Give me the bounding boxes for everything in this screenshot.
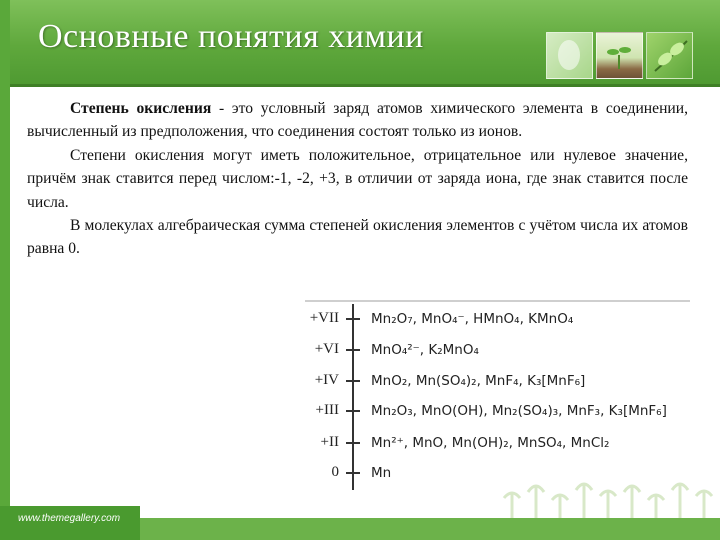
definition-paragraph: [27, 97, 688, 144]
leaves-icon: [647, 33, 692, 78]
footer-url: www.themegallery.com: [18, 513, 121, 524]
axis-tick: [346, 380, 360, 382]
axis-tick: [346, 349, 360, 351]
body-text: [27, 97, 688, 261]
footer-bar: [140, 518, 720, 540]
compounds-list: Mn₂O₃, MnO(OH), Mn₂(SO₄)₃, MnF₃, K₃[MnF₆]: [371, 403, 667, 419]
table-row: [305, 308, 690, 330]
table-row: [305, 400, 690, 422]
table-row: [305, 370, 690, 392]
axis-tick: [346, 442, 360, 444]
oxidation-state-label: 0: [331, 464, 339, 480]
oxidation-state-label: +VI: [314, 341, 339, 357]
slide-title: Основные понятия химии: [38, 18, 424, 55]
oxidation-state-label: +IV: [314, 372, 339, 388]
term-oxidation-state: Степень окисления: [70, 100, 212, 117]
oxidation-state-label: +VII: [309, 310, 339, 326]
header-divider: [10, 84, 720, 87]
compounds-list: Mn²⁺, MnO, Mn(OH)₂, MnSO₄, MnCl₂: [371, 435, 610, 451]
compounds-list: Mn: [371, 465, 392, 481]
table-row: [305, 432, 690, 454]
table-row: [305, 339, 690, 361]
oxidation-state-label: +II: [320, 434, 339, 450]
decorative-thumbnail-leaves: [646, 32, 693, 79]
sign-paragraph: Степени окисления могут иметь положительное, отрицательное или нулевое значение, причём знак ставится перед числом:-1, -2, +3, в отличии от заряда иона, где знак ставится после числа.: [27, 146, 688, 211]
decorative-thumbnail-leaf: [546, 32, 593, 79]
compounds-list: MnO₂, Mn(SO₄)₂, MnF₄, K₃[MnF₆]: [371, 373, 586, 389]
decorative-thumbnail-sprout: [596, 32, 643, 79]
compounds-list: Mn₂O₇, MnO₄⁻, HMnO₄, KMnO₄: [371, 311, 574, 327]
axis-tick: [346, 318, 360, 320]
manganese-oxidation-states-table: [305, 300, 690, 490]
table-top-border: [305, 300, 690, 302]
leaf-icon: [547, 33, 592, 78]
left-accent-bar: [0, 0, 10, 540]
sprouts-decoration-icon: [500, 478, 715, 522]
sprout-icon: [597, 33, 642, 78]
definition-text: - это условный заряд атомов химического элемента в соединении, вычисленный из предположения, что соединения состоят только из ионов.: [27, 100, 689, 141]
axis-tick: [346, 410, 360, 412]
oxidation-state-label: +III: [315, 402, 339, 418]
axis-tick: [346, 472, 360, 474]
sum-rule-paragraph: В молекулах алгебраическая сумма степеней окисления элементов с учётом числа их атомов равна 0.: [27, 217, 688, 258]
compounds-list: MnO₄²⁻, K₂MnO₄: [371, 342, 479, 358]
